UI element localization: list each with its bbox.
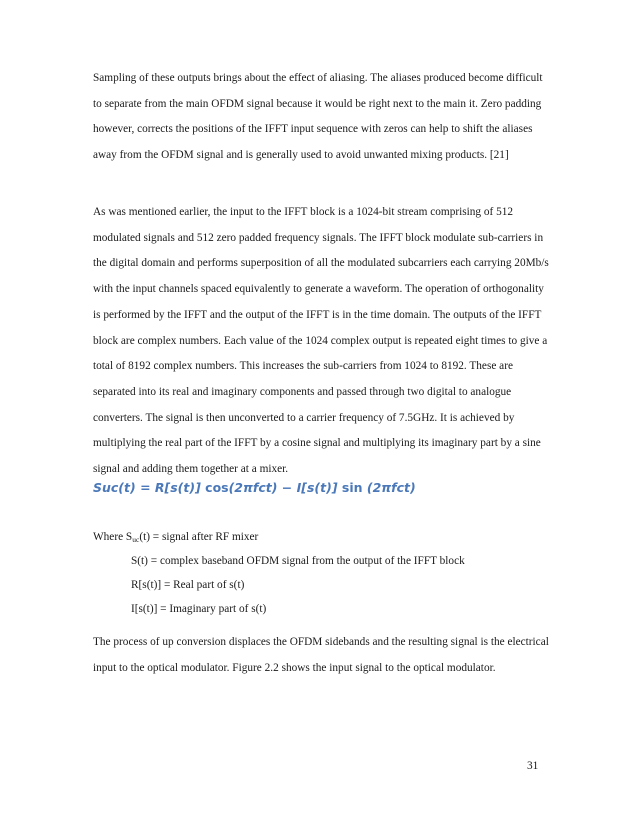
definition-suc-prefix: Where S xyxy=(93,531,133,543)
definition-imag-part: I[s(t)] = Imaginary part of s(t) xyxy=(131,603,267,615)
equation-suc xyxy=(93,480,416,495)
definition-suc xyxy=(93,525,553,549)
equation-imag-operator: I xyxy=(296,480,302,495)
paragraph-ifft-block: As was mentioned earlier, the input to the IFFT block is a 1024-bit stream comprising of 512 modulated signals and 512 zero padded frequency signals. The IFFT block modulate sub-carriers in the digital domain and performs superposition of all the modulated subcarriers each carrying 20Mb/s with the input channels spaced equivalently to generate a waveform. The operation of orthogonality is performed by the IFFT and the output of the IFFT is in the time domain. The outputs of the IFFT block are complex numbers. Each value of the 1024 complex output is repeated eight times to give a total of 8192 complex numbers. This increases the sub-carriers from 1024 to 8192. These are separated into its real and imaginary components and passed through two digital to analogue converters. The signal is then unconverted to a carrier frequency of 7.5GHz. It is achieved by multiplying the real part of the IFFT by a cosine signal and multiplying its imaginary part by a sine signal and adding them together at a mixer. xyxy=(93,206,549,476)
equation-cos-argument: (2πfct) xyxy=(228,480,278,495)
definition-st: S(t) = complex baseband OFDM signal from the output of the IFFT block xyxy=(131,555,465,567)
definition-suc-subscript: uc xyxy=(132,535,140,544)
equation-sin: sin xyxy=(341,480,363,495)
equation-imag-argument: [s(t)] xyxy=(301,480,342,495)
equation-cos: cos xyxy=(205,480,229,495)
equation-sin-argument: (2πfct) xyxy=(362,480,416,495)
equation-minus: − xyxy=(277,480,297,495)
paragraph-up-conversion: The process of up conversion displaces the OFDM sidebands and the resulting signal is the electrical input to the optical modulator. Figure 2.2 shows the input signal to the optical modulator. xyxy=(93,636,549,674)
definition-suc-suffix: (t) = signal after RF mixer xyxy=(139,531,259,543)
equation-lhs: Suc(t) = xyxy=(93,480,155,495)
paragraph-aliasing: Sampling of these outputs brings about the effect of aliasing. The aliases produced become difficult to separate from the main OFDM signal because it would be right next to the main it. Zero padding however, corrects the positions of the IFFT input sequence with zeros can help to shift the aliases away from the OFDM signal and is generally used to avoid unwanted mixing products. [21] xyxy=(93,72,543,162)
definition-real-part: R[s(t)] = Real part of s(t) xyxy=(131,579,245,591)
variable-definitions xyxy=(93,525,553,621)
equation-real-operator: R xyxy=(154,480,165,495)
page-number: 31 xyxy=(527,760,539,772)
equation-real-argument: [s(t)] xyxy=(164,480,206,495)
